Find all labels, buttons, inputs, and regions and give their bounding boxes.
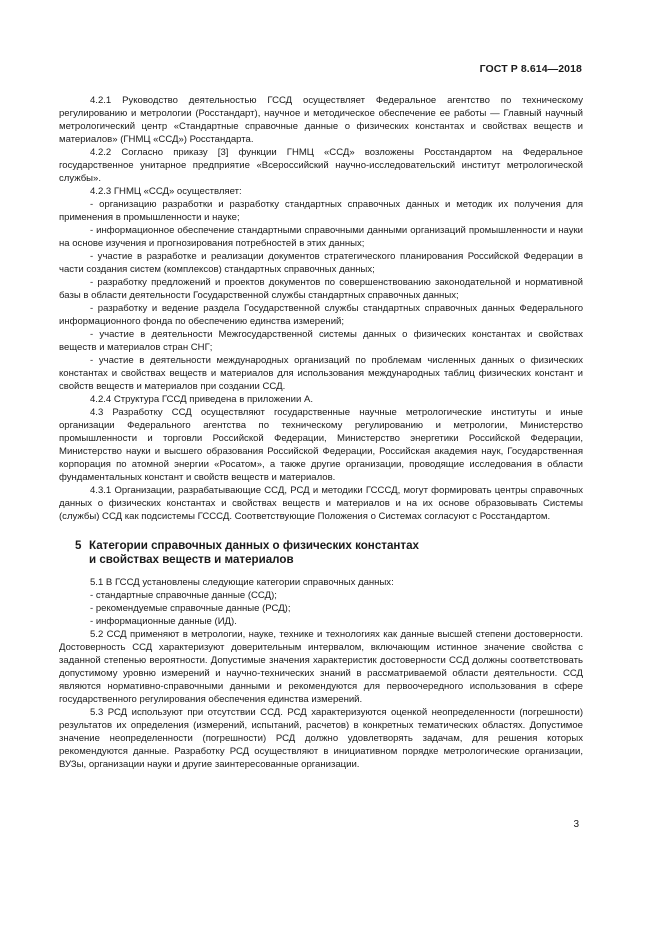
list-item: - информационные данные (ИД).	[90, 616, 237, 627]
paragraph-4-3: 4.3 Разработку ССД осуществляют государственные научные метрологические институты и иные организации Федерального агентства по техническому регулированию и метрологии, Министерство промышленности и торговли Российской Федерации, Министерство энергетики Российской Федерации, Министерство науки и высшего образования Российской Федерации, Российская академия наук, Государственная корпорация по атомной энергии «Росатом», а также другие организации, проводящие исследования в области фундаментальных констант и свойств веществ и материалов.	[59, 407, 583, 483]
standard-code: ГОСТ Р 8.614—2018	[479, 63, 582, 75]
list-item: - рекомендуемые справочные данные (РСД);	[90, 603, 291, 614]
paragraph-5-3: 5.3 РСД используют при отсутствии ССД. РСД характеризуются оценкой неопределенности (погрешности) результатов их определения (измерений, испытаний, расчетов) в конкретных тематических областях. Допустимое значение неопределенности (погрешности) РСД должно удовлетворять задачам, для решения которых рекомендуются данные. Разработку РСД осуществляют в инициативном порядке метрологические организации, ВУЗы, организации науки и другие заинтересованные организации.	[59, 707, 583, 770]
list-item: - участие в деятельности Межгосударственной системы данных о физических константах и свойствах веществ и материалов стран СНГ;	[59, 329, 583, 353]
section-5-heading	[75, 539, 583, 567]
paragraph-4-2-1: 4.2.1 Руководство деятельностью ГССД осуществляет Федеральное агентство по техническому регулированию и метрологии (Росстандарт), научное и методическое обеспечение ее работы — Главный научный метрологический центр «Стандартные справочные данные о физических константах и свойствах веществ и материалов» (ГНМЦ «ССД») Росстандарта.	[59, 95, 583, 145]
paragraph-4-2-2: 4.2.2 Согласно приказу [3] функции ГНМЦ «ССД» возложены Росстандартом на Федеральное государственное унитарное предприятие «Всероссийский научно-исследовательский институт метрологической службы».	[59, 147, 583, 184]
paragraph-4-2-3: 4.2.3 ГНМЦ «ССД» осуществляет:	[90, 186, 242, 197]
section-title-line2: и свойствах веществ и материалов	[89, 553, 294, 566]
section-number: 5	[75, 539, 82, 552]
paragraph-5-1: 5.1 В ГССД установлены следующие категории справочных данных:	[90, 577, 394, 588]
list-item: - участие в разработке и реализации документов стратегического планирования Российской Федерации в части создания систем (комплексов) стандартных справочных данных;	[59, 251, 583, 275]
list-item: - стандартные справочные данные (ССД);	[90, 590, 277, 601]
document-body	[59, 94, 583, 771]
page-number: 3	[573, 819, 579, 830]
list-item: - участие в деятельности международных организаций по проблемам численных данных о физических константах и свойствах веществ и материалов для использования международных таблиц физических констант и свойств веществ и материалов при создании ССД.	[59, 355, 583, 392]
list-item: - информационное обеспечение стандартными справочными данными организаций промышленности и науки на основе изучения и прогнозирования потребностей в этих данных;	[59, 225, 583, 249]
list-item: - разработку и ведение раздела Государственной службы стандартных справочных данных Федерального информационного фонда по обеспечению единства измерений;	[59, 303, 583, 327]
section-title-line1: Категории справочных данных о физических константах	[89, 539, 419, 552]
paragraph-5-2: 5.2 ССД применяют в метрологии, науке, технике и технологиях как данные высшей степени достоверности. Достоверность ССД характеризуют доверительным интервалом, включающим истинное значение свойства с заданной степенью вероятности. Допустимые значения характеристик достоверности ССД должны соответствовать допустимому уровню измерений и научно-технических знаний в рассматриваемой области деятельности. ССД являются нормативно-справочными данными и рекомендуются для первоочередного использования в сфере государственного регулирования обеспечения единства измерений.	[59, 629, 583, 705]
paragraph-4-3-1: 4.3.1 Организации, разрабатывающие ССД, РСД и методики ГСССД, могут формировать центры справочных данных о физических константах и свойствах веществ и материалов и на их основе образовывать Системы (службы) ССД как подсистемы ГСССД. Соответствующие Положения о Системах согласуют с Росстандартом.	[59, 485, 583, 522]
list-item: - организацию разработки и разработку стандартных справочных данных и методик их получения для применения в промышленности и науке;	[59, 199, 583, 223]
paragraph-4-2-4: 4.2.4 Структура ГССД приведена в приложении А.	[90, 394, 313, 405]
list-item: - разработку предложений и проектов документов по совершенствованию законодательной и нормативной базы в области деятельности Государственной службы стандартных справочных данных;	[59, 277, 583, 301]
